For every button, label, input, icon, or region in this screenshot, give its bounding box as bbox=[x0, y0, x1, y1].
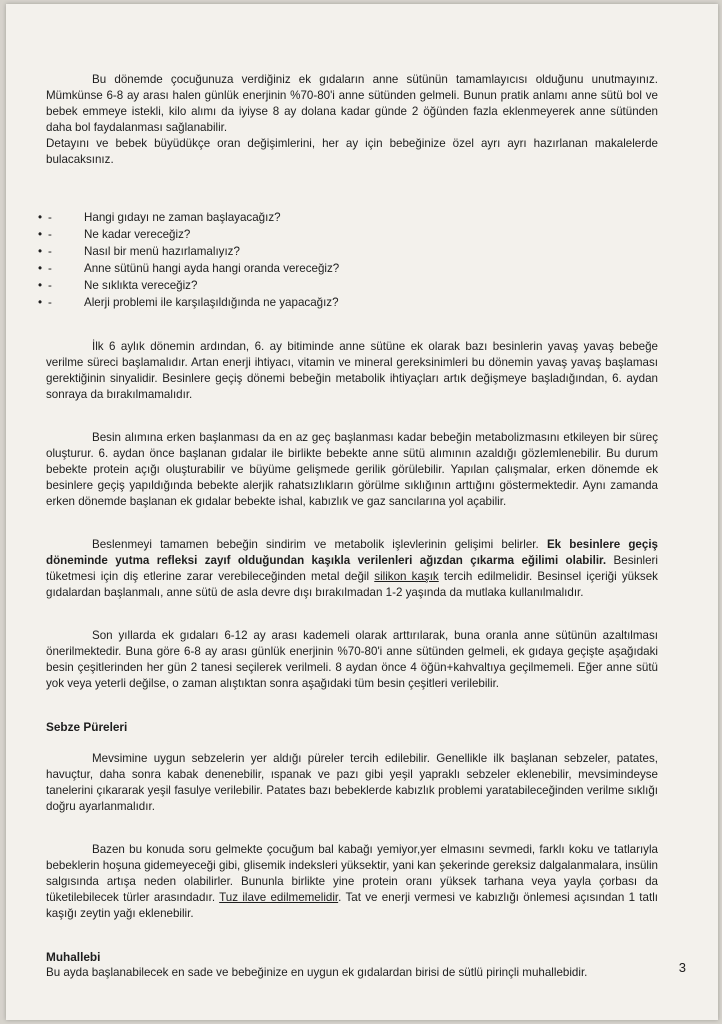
question-list bbox=[38, 210, 658, 312]
paragraph-sebze-2: Bazen bu konuda soru gelmekte çocuğum bal kabağı yemiyor,yer elmasını sevmedi, farklı koku ve tatlarıyla bebeklerin hoşuna gidemeyeceği gibi, glisemik indeksleri yüksektir, yani kan şekerinde gereksiz dalgalanmalara, insülin salgısında artışa neden olabilirler. Bununla birlikte yine protein oranı yüksek tarhana veya yayla çorbası da tüketilebilecek türler arasındadır. Tuz ilave edilmemelidir. Tat ve enerji vermesi ve kabızlığı önlemesi açısından 1 tatlı kaşığı zeytin yağı eklenebilir. bbox=[46, 843, 658, 920]
list-item: • - Nasıl bir menü hazırlamalıyız? bbox=[38, 245, 240, 258]
page-number: 3 bbox=[678, 960, 686, 975]
list-item: • - Ne kadar vereceğiz? bbox=[38, 228, 191, 241]
paragraph-start-timing: İlk 6 aylık dönemin ardından, 6. ay bitiminde anne sütüne ek olarak bazı besinlerin yavaş yavaş bebeğe verilme süreci başlamalıdır. Artan enerji ihtiyacı, vitamin ve mineral gereksinimleri bu dönemin yavaş yavaş başlaması gerektiğinin sinyalidir. Besinlere geçiş dönemi bebeğin metabolik ihtiyaçları artık değişmeye başladığından, 6. aydan sonraya da bırakılmamalıdır. bbox=[46, 340, 658, 401]
paragraph-recent-years: Son yıllarda ek gıdaları 6-12 ay arası kademeli olarak arttırılarak, buna oranla anne sütünün azaltılması önerilmektedir. Buna göre 6-8 ay arası günlük enerjinin %70-80'i anne sütünden gelmeli, ek gıdaya geçişte aşağıdaki besin çeşitlerinden her gün 2 tanesi seçilerek verilmeli. 8 aydan önce 4 öğün+kahvaltıya geçilmemeli. Eğer anne sütü yok veya yeterli değilse, o zaman alıştıktan sonra aşağıdaki tüm besin çeşitleri verilebilir. bbox=[46, 629, 658, 690]
list-item: • - Anne sütünü hangi ayda hangi oranda vereceğiz? bbox=[38, 262, 340, 275]
underlined-phrase: silikon kaşık bbox=[374, 570, 439, 583]
section-heading-muhallebi: Muhallebi bbox=[46, 950, 101, 964]
paragraph-spoon: Beslenmeyi tamamen bebeğin sindirim ve metabolik işlevlerinin gelişimi belirler. Ek besinlere geçiş döneminde yutma refleksi zayıf olduğundan kaşıkla verilenleri ağızdan çıkarma eğilimi olabilir. Besinleri tüketmesi için diş etlerine zarar verebileceğinden metal değil silikon kaşık tercih edilmelidir. Besinsel içeriği yüksek gıdalardan başlanmalı, anne sütü de asla devre dışı bırakılmadan 1-2 yaşında da mutlaka kullanılmalıdır. bbox=[46, 538, 658, 599]
page-content bbox=[38, 72, 658, 981]
paragraph-early-start: Besin alımına erken başlanması da en az geç başlanması kadar bebeğin metabolizmasını etkileyen bir süreç oluşturur. 6. aydan önce başlanan gıdalar ile birlikte bebekte anne sütü alımının azaldığı gözlemlenebilir. Bu durum bebekte protein açığı oluşturabilir ve büyüme gelişmede gerilik görülebilir. Yapılan çalışmalar, erken dönemde ek besinlere geçiş yapıldığında bebekte alerjik rahatsızlıkların görülme sıklığının arttığını göstermektedir. Aynı zamanda erken dönemde başlanan ek gıdalar bebekte ishal, kabızlık ve gaz sancılarına yol açabilir. bbox=[46, 431, 658, 508]
list-item: • - Ne sıklıkta vereceğiz? bbox=[38, 279, 198, 292]
bold-sentence: Ek besinlere geçiş döneminde yutma refleksi zayıf olduğundan kaşıkla verilenleri ağızdan çıkarma eğilimi olabilir. bbox=[46, 538, 658, 567]
paragraph-muhallebi: Bu ayda başlanabilecek en sade ve bebeğinize en uygun ek gıdalardan birisi de sütlü pirinçli muhallebidir. bbox=[46, 966, 588, 979]
list-item: • - Hangi gıdayı ne zaman başlayacağız? bbox=[38, 211, 281, 224]
section-heading-sebze: Sebze Püreleri bbox=[46, 720, 128, 734]
underlined-phrase: Tuz ilave edilmemelidir bbox=[219, 891, 339, 904]
list-item: • - Alerji problemi ile karşılaşıldığında ne yapacağız? bbox=[38, 296, 339, 309]
intro-paragraph-1: Bu dönemde çocuğunuza verdiğiniz ek gıdaların anne sütünün tamamlayıcısı olduğunu unutmayınız. Mümkünse 6-8 ay arası halen günlük enerjinin %70-80'i anne sütünden gelmeli. Bunun pratik anlamı anne sütü bol ve bebek emmeye istekli, kilo alımı da iyiyse 8 ay dolana kadar günde 2 öğünden fazla eklenmeyerek anne sütünden daha bol faydalanması sağlanabilir. bbox=[46, 73, 658, 134]
document-page bbox=[6, 4, 718, 1020]
paragraph-sebze-1: Mevsimine uygun sebzelerin yer aldığı püreler tercih edilebilir. Genellikle ilk başlanan sebzeler, patates, havuçtur, daha sonra kabak denenebilir, ıspanak ve pazı gibi yeşil yapraklı sebzeler eklenebilir, mevsimindeyse tanelerini çıkararak yeşil fasulye verilebilir. Patates bazı bebeklerde kabızlık problemi yaratabileceğinden verilme sıklığı doğru ayarlanmalıdır. bbox=[46, 752, 658, 813]
intro-paragraph-2: Detayını ve bebek büyüdükçe oran değişimlerini, her ay için bebeğinize özel ayrı ayrı hazırlanan makalelerde bulacaksınız. bbox=[46, 137, 658, 166]
